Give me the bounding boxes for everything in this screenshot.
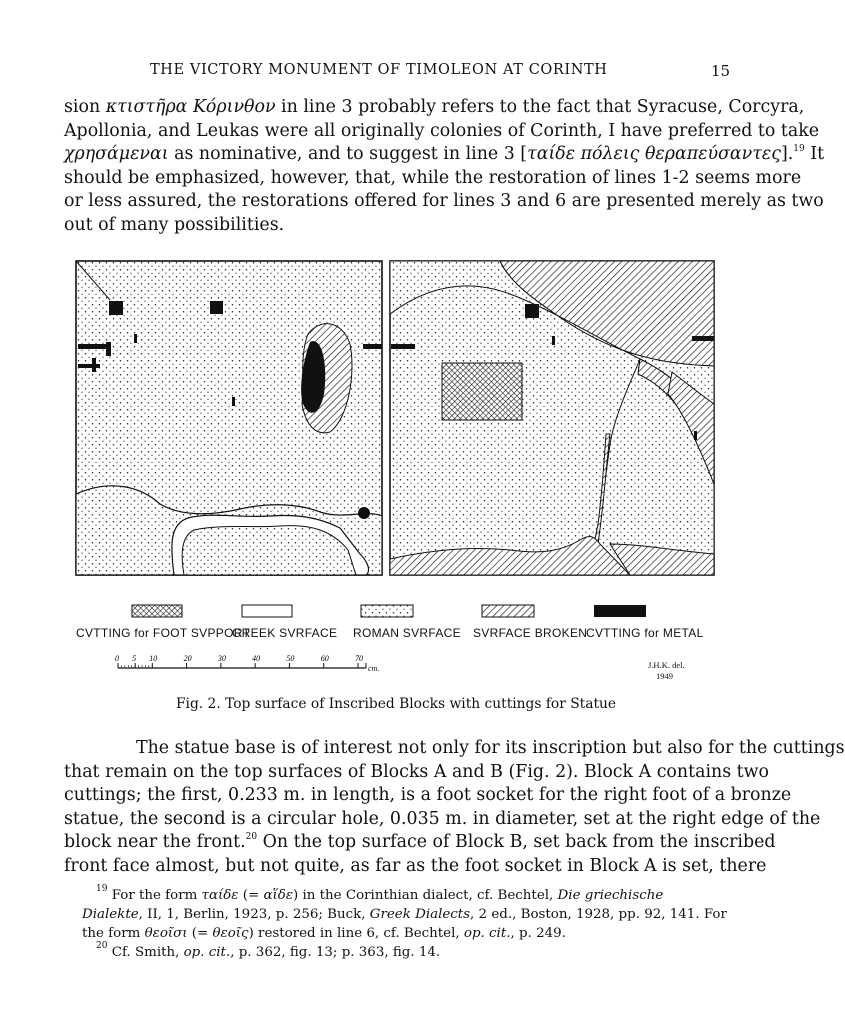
paragraph-line: should be emphasized, however, that, while the restoration of lines 1-2 seems more <box>64 167 802 188</box>
legend-label-greek-surface: GREEK SVRFACE <box>232 626 338 640</box>
page-number: 15 <box>711 62 731 80</box>
scale-tick-label: 0 <box>115 654 119 663</box>
cutting-foot-support <box>442 363 522 420</box>
paragraph-line: χρησάμεναι as nominative, and to suggest in line 3 [ταίδε πόλεις θεραπεύσαντες].$^{19}$ It <box>64 144 825 165</box>
footnote-ref: 19 <box>793 144 805 155</box>
signature-year: 1949 <box>656 671 673 681</box>
paragraph-line: block near the front.$^{20}$ On the top surface of Block B, set back from the inscribed <box>64 832 776 853</box>
legend-label-cutting-foot: CVTTING for FOOT SVPPORT <box>76 626 251 640</box>
legend-label-surface-broken: SVRFACE BROKEN <box>473 626 588 640</box>
figure-caption: Fig. 2. Top surface of Inscribed Blocks with cuttings for Statue <box>175 696 617 712</box>
legend-label-roman-surface: ROMAN SVRFACE <box>353 626 461 640</box>
cutting-metal-square <box>109 301 123 315</box>
footnote-20: $^{20}$ Cf. Smith, op. cit., p. 362, fig. 13; p. 363, fig. 14. <box>96 941 441 960</box>
signature-name: J.H.K. del. <box>648 660 685 670</box>
paragraph-line: Apollonia, and Leukas were all originally colonies of Corinth, I have preferred to take <box>64 120 820 141</box>
legend <box>76 605 704 640</box>
footnote-19: $^{19}$ For the form ταίδε (= αἵδε) in the Corinthian dialect, cf. Bechtel, Die griechische Dialekte, II, 1, Berlin, 1923, p. 256; Buck, Greek Dialects, 2 ed., Boston, 1928, pp. 92, 141. For the form θεοῖσι (= θεοῖς) restored in line 6, cf. Bechtel, op. cit., p. 249. <box>82 884 727 941</box>
footnote-ref: 20 <box>245 832 258 843</box>
paragraph-line: statue, the second is a circular hole, 0.035 m. in diameter, set at the right edge of the <box>64 808 821 829</box>
cutting-metal-square <box>210 301 223 314</box>
paragraph-1 <box>64 96 825 238</box>
scale-tick-label: 60 <box>320 654 329 663</box>
paragraph-line: front face almost, but not quite, as far as the foot socket in Block A is set, there <box>64 855 767 876</box>
block-b <box>390 261 714 575</box>
paragraph-line: or less assured, the restorations offered for lines 3 and 6 are presented merely as two <box>64 191 824 212</box>
running-head <box>0 62 792 86</box>
legend-label-cutting-metal: CVTTING for METAL <box>586 626 704 640</box>
scale-tick-label: 70 <box>355 654 363 663</box>
scale-tick-label: 30 <box>217 654 226 663</box>
paragraph-line: out of many possibilities. <box>64 214 285 235</box>
scale-bar <box>115 654 379 673</box>
figure-2-drawing <box>70 254 720 684</box>
scale-unit: cm. <box>368 664 380 673</box>
paragraph-2 <box>64 737 845 879</box>
running-title: THE VICTORY MONUMENT OF TIMOLEON AT CORINTH <box>150 62 608 78</box>
paragraph-line: that remain on the top surfaces of Blocks A and B (Fig. 2). Block A contains two <box>64 761 770 782</box>
draughtsman-signature <box>648 660 685 681</box>
footnotes <box>82 886 728 962</box>
scale-tick-label: 20 <box>183 654 192 663</box>
paragraph-line: cuttings; the first, 0.233 m. in length, is a foot socket for the right foot of a bronze <box>64 785 792 806</box>
circular-hole <box>358 507 370 519</box>
scale-tick-label: 10 <box>149 654 158 663</box>
paragraph-line: sion κτιστῆρα Κόρινθον in line 3 probably refers to the fact that Syracuse, Corcyra, <box>64 97 805 117</box>
paragraph-line: The statue base is of interest not only for its inscription but also for the cuttings <box>136 738 845 758</box>
scale-tick-label: 5 <box>132 654 137 663</box>
scale-tick-label: 40 <box>252 654 261 663</box>
block-a <box>76 261 382 575</box>
scale-tick-label: 50 <box>286 654 295 663</box>
